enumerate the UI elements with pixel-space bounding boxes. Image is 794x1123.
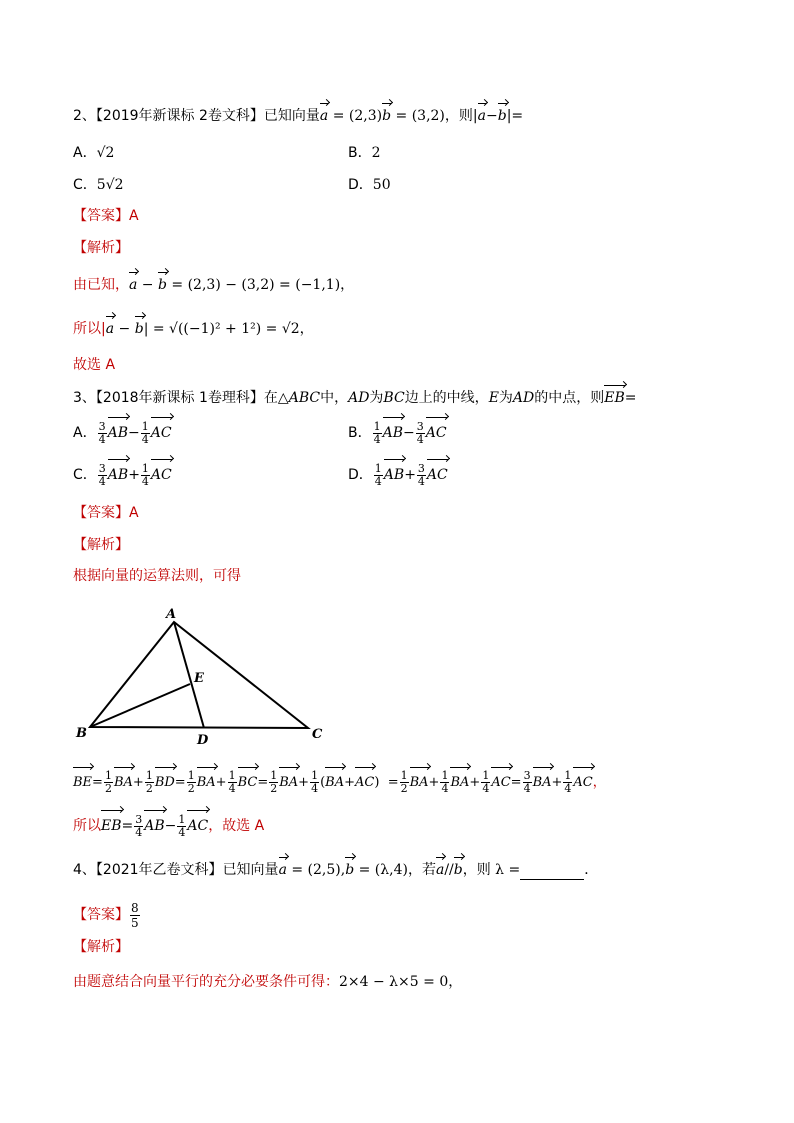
option-label: B．: [348, 145, 372, 161]
q3-stem: [73, 388, 637, 408]
q3-source: 【2018年新课标 1卷理科】: [95, 390, 264, 406]
step-text: 由题意结合向量平行的充分必要条件可得：: [73, 974, 339, 990]
triangle-name: ABC: [288, 390, 321, 406]
step-expr: = (2,3) − (3,2) = (−1,1)，: [166, 277, 355, 293]
q3-option-b: B． $\frac{1}{4}$ AB− $\frac{3}{4}$ AC: [348, 419, 447, 446]
option-value: 50: [372, 177, 391, 193]
answer-numerator: 8: [131, 900, 139, 915]
q4-number: 4、: [73, 862, 96, 878]
answer-denominator: 5: [131, 915, 139, 930]
segment-ad: AD: [512, 390, 535, 406]
option-label: A．: [73, 145, 97, 161]
q2-answer: [73, 206, 139, 226]
q2-step2: 所以|a − b| = √((−1)² + 1²) = √2，: [73, 321, 314, 337]
answer-label: 【答案】: [73, 505, 129, 521]
conclusion-prefix: 所以: [73, 818, 101, 834]
text: =: [624, 390, 637, 406]
vec-a: a: [278, 862, 287, 878]
option-label: B．: [348, 425, 372, 441]
text: 边上的中线，: [404, 390, 489, 406]
q4-answer: [73, 900, 141, 930]
option-value: 2: [371, 145, 381, 161]
label-c: C: [312, 727, 323, 742]
q4-a-value: = (2,5),: [286, 862, 346, 878]
triangle-figure: [60, 600, 350, 760]
q2-stem: 2、【2019年新课标 2卷文科】已知向量a = (2,3)b = (3,2)，则|a−b|=: [73, 108, 524, 124]
text: ．: [584, 862, 599, 878]
q4-b-value: = (λ,4): [354, 862, 408, 878]
q2-analysis-label: 【解析】: [73, 240, 129, 256]
text: 为: [498, 390, 513, 406]
text: 的中点，则: [534, 390, 605, 406]
q3-derivation: BE= $\frac{1}{2}$ BA+ $\frac{1}{2}$ BD= $\frac{1}{2}$ BA+ $\frac{1}{4}$ BC= $\frac{1}{2}$ BA+ $\frac{1}{4}$ (BA+AC) = $\frac{1}{2}$ BA+ $\frac{1}{4}$ BA+ $\frac{1}{4}$ AC= $\frac{3}{4}$ BA+ $\frac{1}{4}$ AC，: [73, 769, 606, 795]
q2-number: 2、: [73, 108, 96, 124]
label-e: E: [194, 671, 204, 686]
q3-option-c: C． $\frac{3}{4}$ AB+ $\frac{1}{4}$ AC: [73, 461, 172, 488]
parallel-symbol: //: [444, 862, 454, 878]
text: 在△: [263, 390, 289, 406]
text: 中，: [320, 390, 349, 406]
q3-option-d: D． $\frac{1}{4}$ AB+ $\frac{3}{4}$ AC: [348, 461, 448, 488]
step-expr: | = √((−1)² + 1²) = √2，: [143, 321, 314, 337]
step-expr: 2×4 − λ×5 = 0，: [339, 974, 463, 990]
vec-a: a: [129, 277, 138, 293]
text: 为: [369, 390, 384, 406]
answer-value: A: [129, 208, 139, 224]
q3-answer: [73, 503, 139, 523]
q2-ask: ，则|: [444, 108, 478, 124]
answer-blank: [520, 865, 584, 880]
vec-a: a: [319, 108, 329, 124]
q3-intro: 根据向量的运算法则，可得: [73, 568, 241, 584]
q2-step1: 由已知，a − b = (2,3) − (3,2) = (−1,1)，: [73, 277, 355, 293]
step-prefix: 所以|: [73, 321, 106, 337]
vec-b: b: [158, 277, 167, 293]
q3-analysis-label: 【解析】: [73, 537, 129, 553]
q4-step1: [73, 972, 462, 992]
vec-b: b: [345, 862, 355, 878]
conclusion-suffix: ，故选 A: [208, 818, 265, 834]
segment-bc: BC: [383, 390, 405, 406]
label-b: B: [76, 726, 87, 741]
q2-option-d: [348, 175, 391, 195]
q4-source: 【2021年乙卷文科】: [95, 862, 223, 878]
text: ，则 λ =: [462, 862, 521, 878]
q2-vec-a-value: = (2,3): [328, 108, 383, 124]
q2-option-c: [73, 175, 124, 195]
point-e: E: [488, 390, 499, 406]
label-a: A: [166, 607, 177, 622]
vec-eb: EB: [604, 390, 625, 406]
segment-be: [90, 684, 190, 727]
label-d: D: [197, 733, 209, 748]
text: ，若: [407, 862, 436, 878]
option-value: √2: [96, 145, 115, 161]
q4-stem: [73, 860, 598, 880]
option-label: C．: [73, 467, 97, 483]
q3-option-a: A． $\frac{3}{4}$ AB− $\frac{1}{4}$ AC: [73, 419, 172, 446]
option-value: 5√2: [96, 177, 124, 193]
q2-ask-end: |=: [506, 108, 524, 124]
vec-a: a: [435, 862, 445, 878]
vec-b: b: [382, 108, 392, 124]
q2-conclusion: 故选 A: [73, 357, 116, 373]
q2-vec-b-value: = (3,2): [391, 108, 445, 124]
q3-number: 3、: [73, 390, 96, 406]
step-prefix: 由已知，: [73, 277, 129, 293]
option-label: C．: [73, 177, 97, 193]
vec-b: b: [453, 862, 463, 878]
segment-ad: AD: [348, 390, 370, 406]
answer-label: 【答案】: [73, 208, 129, 224]
q2-stem-text: 已知向量: [263, 108, 320, 124]
answer-value: A: [129, 505, 139, 521]
q3-conclusion: 所以EB= $\frac{3}{4}$ AB− $\frac{1}{4}$ AC，故选 A: [73, 812, 265, 839]
q2-source: 【2019年新课标 2卷文科】: [95, 108, 264, 124]
vec-b: b: [497, 108, 507, 124]
option-label: D．: [348, 467, 373, 483]
vec-b: b: [134, 321, 144, 337]
option-label: D．: [348, 177, 373, 193]
text: 已知向量: [222, 862, 279, 878]
q2-option-a: [73, 143, 114, 163]
answer-label: 【答案】: [73, 907, 129, 923]
option-label: A．: [73, 425, 97, 441]
q4-analysis-label: 【解析】: [73, 939, 129, 955]
vec-a: a: [105, 321, 115, 337]
vec-a: a: [477, 108, 486, 124]
q2-option-b: [348, 143, 381, 163]
